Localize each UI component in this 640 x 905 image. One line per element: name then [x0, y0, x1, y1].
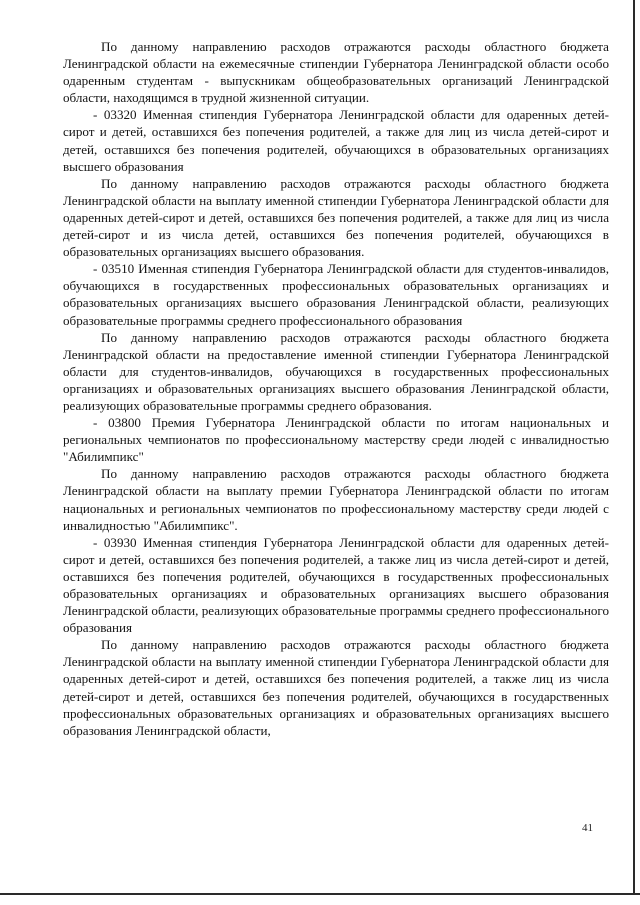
paragraph-description: По данному направлению расходов отражаются расходы областного бюджета Ленинградской области на выплату именной стипендии Губернатора Ленинградской области для одаренных детей-сирот и детей, оставшихся без попечения родителей, а также для лиц из числа детей-сирот и из числа детей, оставшихся без попечения родителей, обучающихся в образовательных организациях высшего образования. [63, 175, 609, 260]
document-body [63, 38, 609, 739]
paragraph-code-03320: - 03320 Именная стипендия Губернатора Ленинградской области для одаренных детей-сирот и детей, оставшихся без попечения родителей, а также для лиц из числа детей-сирот и детей, оставшихся без попечения родителей, обучающихся в образовательных организациях высшего образования [63, 107, 609, 174]
paragraph-description: По данному направлению расходов отражаются расходы областного бюджета Ленинградской области на ежемесячные стипендии Губернатора Ленинградской области особо одаренным студентам - выпускникам общеобразовательных организаций Ленинградской области, находящимся в трудной жизненной ситуации. [63, 39, 609, 106]
scan-edge-right [633, 0, 635, 895]
paragraph-description: По данному направлению расходов отражаются расходы областного бюджета Ленинградской области на выплату премии Губернатора Ленинградской области по итогам национальных и региональных чемпионатов по профессиональному мастерству среди людей с инвалидностью "Абилимпикс". [63, 466, 609, 533]
paragraph-code-03510: - 03510 Именная стипендия Губернатора Ленинградской области для студентов-инвалидов, обучающихся в государственных профессиональных образовательных организациях и образовательных организациях высшего образования Ленинградской области, реализующих образовательные программы среднего профессионального образования [63, 261, 609, 328]
paragraph-description: По данному направлению расходов отражаются расходы областного бюджета Ленинградской области на предоставление именной стипендии Губернатора Ленинградской области для студентов-инвалидов, обучающихся в государственных профессиональных организациях и образовательных организациях высшего образования Ленинградской области, реализующих образовательные программы среднего образования. [63, 329, 609, 413]
paragraph-description: По данному направлению расходов отражаются расходы областного бюджета Ленинградской области на выплату именной стипендии Губернатора Ленинградской области для одаренных детей-сирот и детей, оставшихся без попечения родителей, а также лиц из числа детей-сирот и детей, оставшихся без попечения родителей, обучающихся в государственных профессиональных образовательных организациях и образовательных организациях высшего образования Ленинградской области, [63, 637, 609, 738]
paragraph-code-03930: - 03930 Именная стипендия Губернатора Ленинградской области для одаренных детей-сирот и детей, оставшихся без попечения родителей, а также лиц из числа детей-сирот и детей, оставшихся без попечения родителей, обучающихся в государственных профессиональных образовательных организациях и образовательных организациях высшего образования Ленинградской области, реализующих образовательные программы среднего профессионального образования [63, 534, 609, 636]
scan-edge-bottom [0, 893, 640, 895]
page-number: 41 [582, 822, 593, 834]
paragraph-code-03800: - 03800 Премия Губернатора Ленинградской области по итогам национальных и региональных чемпионатов по профессиональному мастерству среди людей с инвалидностью "Абилимпикс" [63, 415, 609, 465]
